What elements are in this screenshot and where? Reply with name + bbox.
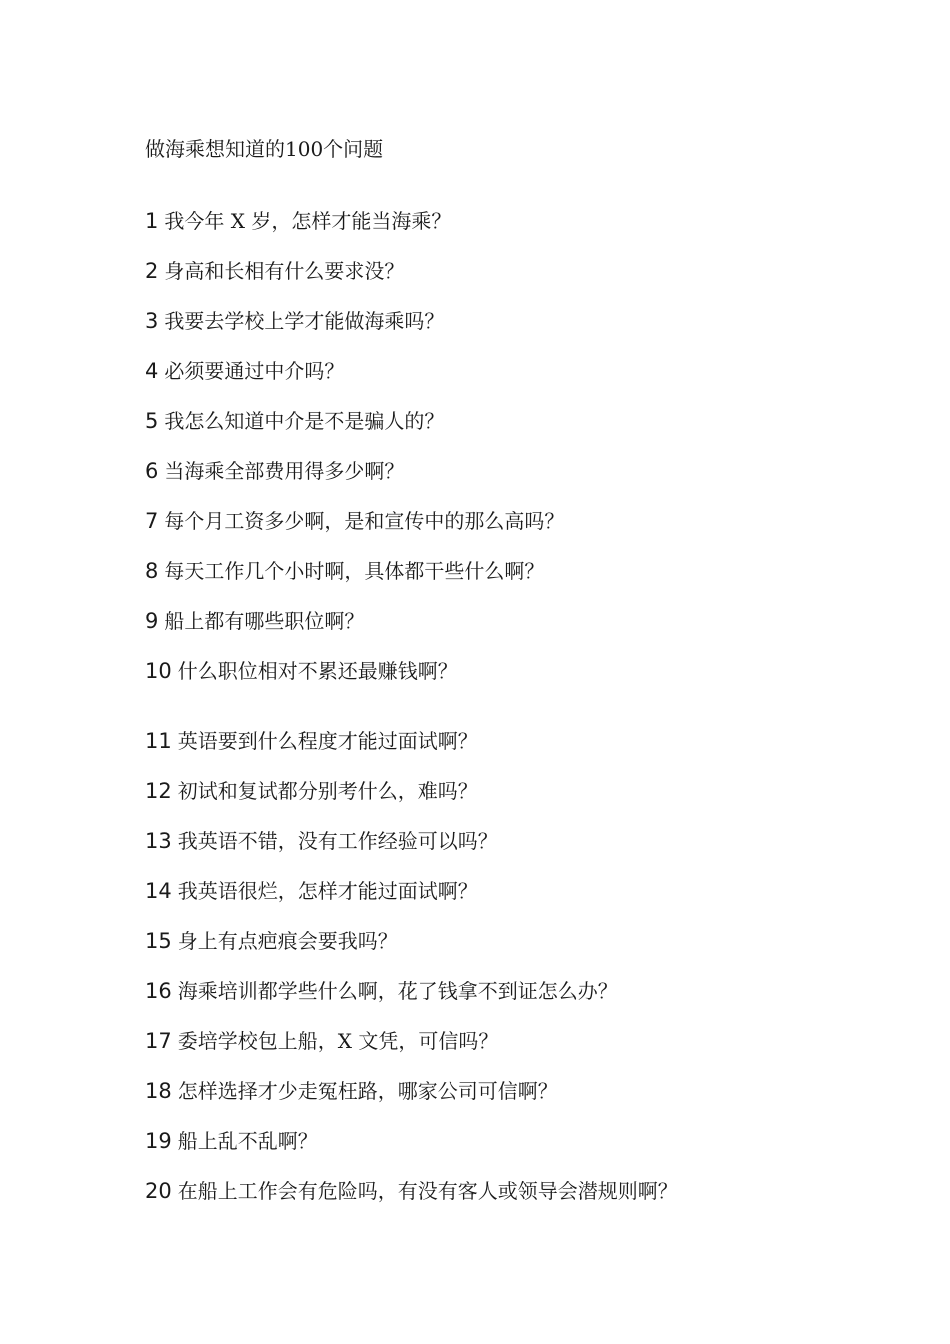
question-text: 初试和复试都分别考什么，难吗？ — [177, 779, 478, 803]
question-text: 我英语不错，没有工作经验可以吗？ — [177, 829, 498, 853]
question-number: 16 — [145, 979, 172, 1003]
question-number: 20 — [145, 1179, 172, 1203]
question-item-16 — [145, 976, 678, 1026]
question-text: 每个月工资多少啊，是和宣传中的那么高吗？ — [164, 509, 565, 533]
question-item-6 — [145, 456, 564, 506]
question-item-17 — [145, 1026, 678, 1076]
question-text: 什么职位相对不累还最赚钱啊？ — [177, 659, 458, 683]
question-item-4 — [145, 356, 564, 406]
question-item-13 — [145, 826, 678, 876]
question-text: 我英语很烂，怎样才能过面试啊？ — [177, 879, 478, 903]
question-text: 海乘培训都学些什么啊，花了钱拿不到证怎么办？ — [177, 979, 618, 1003]
question-text: 必须要通过中介吗？ — [164, 359, 345, 383]
question-item-10 — [145, 656, 564, 706]
question-number: 19 — [145, 1129, 172, 1153]
question-number: 14 — [145, 879, 172, 903]
question-text: 船上都有哪些职位啊？ — [164, 609, 365, 633]
question-number: 18 — [145, 1079, 172, 1103]
question-number: 11 — [145, 729, 172, 753]
question-number: 3 — [145, 309, 159, 333]
question-number: 1 — [145, 209, 159, 233]
question-number: 5 — [145, 409, 159, 433]
question-number: 12 — [145, 779, 172, 803]
question-item-20 — [145, 1176, 678, 1226]
question-number: 15 — [145, 929, 172, 953]
question-number: 8 — [145, 559, 159, 583]
question-number: 6 — [145, 459, 159, 483]
question-item-11 — [145, 726, 678, 776]
question-item-9 — [145, 606, 564, 656]
question-item-14 — [145, 876, 678, 926]
question-item-15 — [145, 926, 678, 976]
question-text: 我今年 X 岁，怎样才能当海乘？ — [164, 209, 452, 233]
question-number: 9 — [145, 609, 159, 633]
question-list-1-10 — [145, 206, 564, 706]
question-text: 身上有点疤痕会要我吗？ — [177, 929, 398, 953]
question-text: 船上乱不乱啊？ — [177, 1129, 318, 1153]
question-text: 怎样选择才少走冤枉路，哪家公司可信啊？ — [177, 1079, 558, 1103]
question-number: 13 — [145, 829, 172, 853]
question-number: 2 — [145, 259, 159, 283]
document-title: 做海乘想知道的100个问题 — [145, 137, 384, 161]
question-text: 委培学校包上船，X 文凭，可信吗？ — [177, 1029, 499, 1053]
question-item-5 — [145, 406, 564, 456]
question-text: 我怎么知道中介是不是骗人的？ — [164, 409, 445, 433]
question-number: 17 — [145, 1029, 172, 1053]
question-item-12 — [145, 776, 678, 826]
question-item-19 — [145, 1126, 678, 1176]
question-text: 在船上工作会有危险吗，有没有客人或领导会潜规则啊？ — [177, 1179, 678, 1203]
question-number: 4 — [145, 359, 159, 383]
question-text: 身高和长相有什么要求没？ — [164, 259, 405, 283]
question-item-8 — [145, 556, 564, 606]
question-text: 每天工作几个小时啊，具体都干些什么啊？ — [164, 559, 545, 583]
question-text: 我要去学校上学才能做海乘吗？ — [164, 309, 445, 333]
question-item-3 — [145, 306, 564, 356]
question-text: 英语要到什么程度才能过面试啊？ — [177, 729, 478, 753]
question-item-1 — [145, 206, 564, 256]
question-list-11-20 — [145, 726, 678, 1226]
question-number: 10 — [145, 659, 172, 683]
question-text: 当海乘全部费用得多少啊？ — [164, 459, 405, 483]
question-item-7 — [145, 506, 564, 556]
question-item-2 — [145, 256, 564, 306]
question-number: 7 — [145, 509, 159, 533]
question-item-18 — [145, 1076, 678, 1126]
